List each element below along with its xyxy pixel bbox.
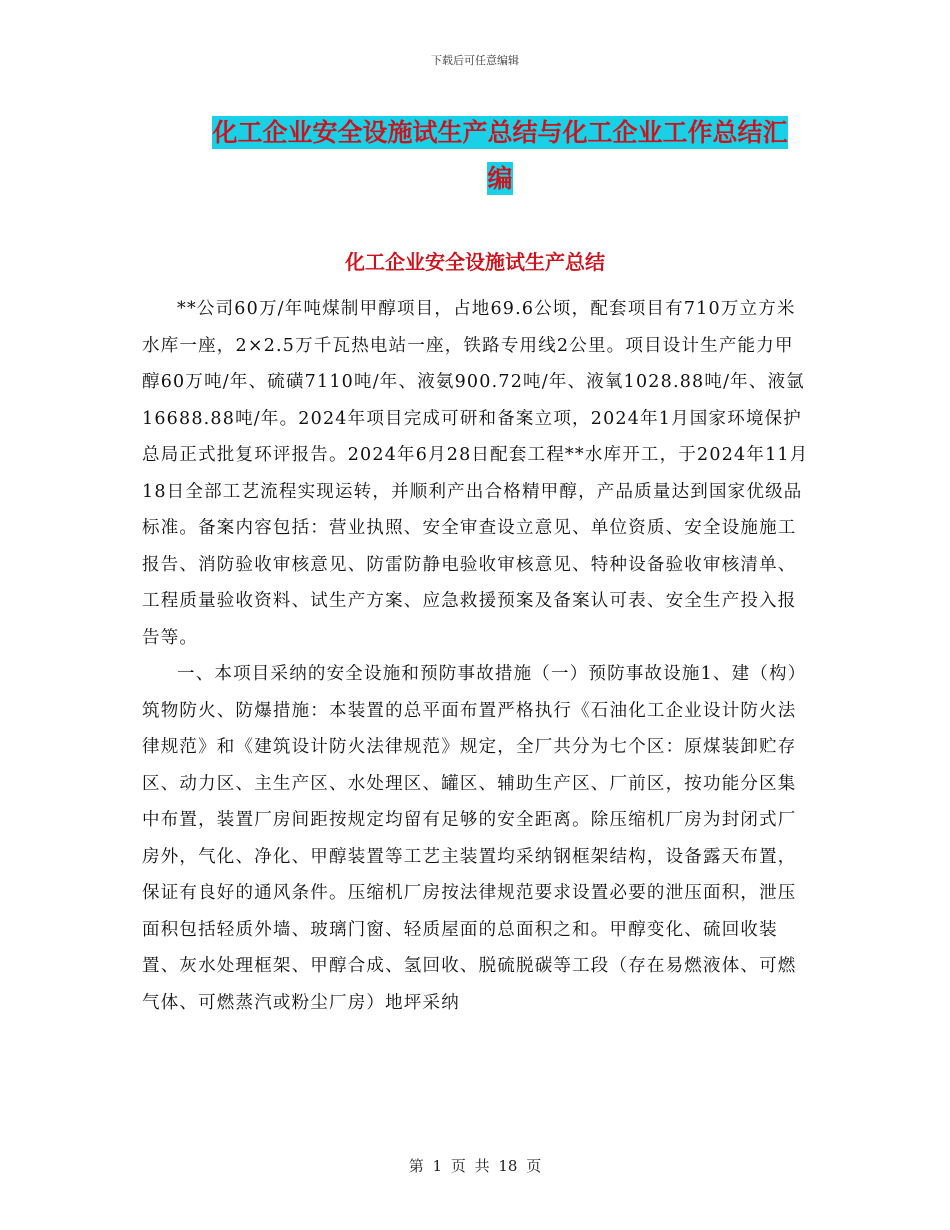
page-footer: 第 1 页 共 18 页	[408, 1157, 542, 1175]
paragraph: 一、本项目采纳的安全设施和预防事故措施（一）预防事故设施1、建（构）筑物防火、防爆措施：本装置的总平面布置严格执行《石油化工企业设计防火法律规范》和《建筑设计防火法律规范》规定，全厂共分为七个区：原煤装卸贮存区、动力区、主生产区、水处理区、罐区、辅助生产区、厂前区，按功能分区集中布置，装置厂房间距按规定均留有足够的安全距离。除压缩机厂房为封闭式厂房外，气化、净化、甲醇装置等工艺主装置均采纳钢框架结构，设备露天布置，保证有良好的通风条件。压缩机厂房按法律规范要求设置必要的泄压面积，泄压面积包括轻质外墙、玻璃门窗、轻质屋面的总面积之和。甲醇变化、硫回收装置、灰水处理框架、甲醇合成、氢回收、脱硫脱碳等工段（存在易燃液体、可燃气体、可燃蒸汽或粉尘厂房）地坪采纳	[142, 664, 807, 1013]
body-text	[142, 291, 810, 1021]
header-note: 下载后可任意编辑	[431, 54, 519, 67]
document-title-line2: 编	[487, 164, 513, 193]
paragraph: **公司60万/年吨煤制甲醇项目，占地69.6公顷，配套项目有710万立方米水库一座，2×2.5万千瓦热电站一座，铁路专用线2公里。项目设计生产能力甲醇60万吨/年、硫磺7110吨/年、液氨900.72吨/年、液氧1028.88吨/年、液氩16688.88吨/年。2024年项目完成可研和备案立项，2024年1月国家环境保护总局正式批复环评报告。2024年6月28日配套工程**水库开工，于2024年11月18日全部工艺流程实现运转，并顺利产出合格精甲醇，产品质量达到国家优级品标准。备案内容包括：营业执照、安全审查设立意见、单位资质、安全设施施工报告、消防验收审核意见、防雷防静电验收审核意见、特种设备验收审核清单、工程质量验收资料、试生产方案、应急救援预案及备案认可表、安全生产投入报告等。	[142, 299, 809, 648]
document-title-line1: 化工企业安全设施试生产总结与化工企业工作总结汇	[212, 118, 788, 147]
section-title: 化工企业安全设施试生产总结	[345, 250, 605, 274]
document-title	[140, 110, 860, 202]
